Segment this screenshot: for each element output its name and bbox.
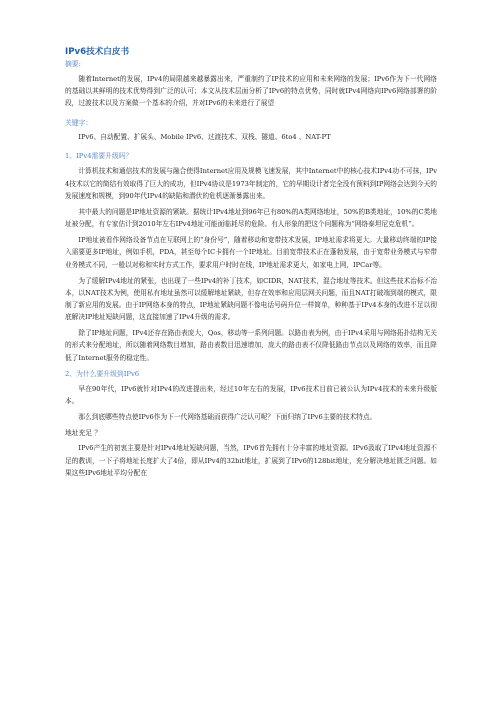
section-heading-2: 2、为什么要升级到IPv6 bbox=[65, 369, 140, 378]
section-heading-1: 1、IPv4需要升级吗？ bbox=[65, 152, 133, 161]
paragraph: 早在90年代，IPv6就针对IPv4的改进提出来，经过10年左右的发展，IPv6技术目前已被公认为IPv4技术的未来升级版本。 bbox=[65, 384, 437, 405]
abstract-text: 随着Internet的发展，IPv4的局限越来越暴露出来，严重制约了IP技术的应用和未来网络的发展；IPv6作为下一代网络的基础以其鲜明的技术优势得到广泛的认可；本文从技术层面分析了IPv6的特点优势，同时就IPv4网络向IPv6网络部署的阶段，过渡技术以及方案做一个基本的介绍，并对IPv6的未来进行了展望 bbox=[65, 75, 437, 108]
paragraph: 计算机技术和通信技术的发展与融合使得Internet应用及规模飞速发展，其中Internet中的核心技术IPv4功不可抹，IPv4技术以它的简结有效取得了巨大的成功，但IPv4协议是1973年制定的，它的早期设计者完全没有预料到IP网络会达到今天的发展速度和规模，到90年代IPv4的缺陷和潜伏的危机逐渐暴露出来。 bbox=[65, 167, 437, 200]
paragraph: 那么到底哪些特点使IPv6作为下一代网络基础而获得广泛认可呢？下面归纳了IPv6主要的技术特点。 bbox=[78, 413, 377, 422]
abstract-label: 摘要: bbox=[65, 60, 81, 68]
document-body bbox=[65, 46, 437, 483]
paragraph: 其中最大的问题是IP地址资源的紧缺。据统计IPv4地址到96年已有80%的A类网络地址，50%的B类地址，10%的C类地址被分配，有专家估计到2010年左右IPv4地址可能面临耗尽的危险。有人形象的把这个问题称为“网络泰坦尼克危机“。 bbox=[65, 207, 437, 229]
document-title: IPv6技术白皮书 bbox=[65, 47, 130, 57]
paragraph: IPv6产生的初衷主要是针对IPv4地址短缺问题，当然，IPv6首先拥有十分丰富的地址资源。IPv6汲取了IPv4地址资源不足的教训，一下子将地址长度扩大了4倍，即从IPv4的32bit地址，扩展到了IPv6的128bit地址，充分解决地址匮乏问题。如果这些IPv6地址平均分配在 bbox=[65, 444, 437, 477]
subsection-heading: 地址充足 ？ bbox=[65, 429, 102, 438]
paragraph: 为了缓解IPv4地址的紧张，也出现了一些IPv4的补丁技术，如CIDR，NAT技术，混合地址等技术。但这些技术治标不治本，以NAT技术为例，使用私有地址虽然可以缓解地址紧缺，但存在效率和应用层网关问题，而且NAT打破端到端的模式，限制了新应用的发展。由于IP网络本身的特点，IP地址紧缺问题不像电话号码升位一样简单，种种基于IPv4本身的改进不足以彻底解决IP地址短缺问题，这直接加速了IPv4升级的需求。 bbox=[65, 276, 437, 322]
paragraph: 除了IP地址问题，IPv4还存在路由表庞大，Qos，移动等一系列问题。以路由表为例，由于IPv4采用与网络拓扑结构无关的形式来分配地址，所以随着网络数目增加，路由表数目迅速增加，庞大的路由表不仅降低路由节点以及网络的效率，而且降低了Internet服务的稳定性。 bbox=[65, 329, 437, 362]
keywords-label: 关键字： bbox=[65, 119, 93, 128]
paragraph: IP地址被看作网络设备节点在互联网上的“身份号”，随着移动和宽带技术发展，IP地址需求将更大。大量移动终端的IP接入需要更多IP地址，例如手机，PDA，甚至每个IC卡拥有一个IP地址。目前宽带技术正在蓬勃发展，由于宽带业务模式与窄带业务模式不同，一般以对称和实时方式工作，要求用户时时在线，IP地址需求更大，如家电上网，IPCar等。 bbox=[65, 236, 437, 269]
keywords-text: IPv6、自动配置、扩展头、Mobile IPv6、过渡技术、双栈、隧道、6to4 、NAT-PT bbox=[78, 133, 331, 142]
